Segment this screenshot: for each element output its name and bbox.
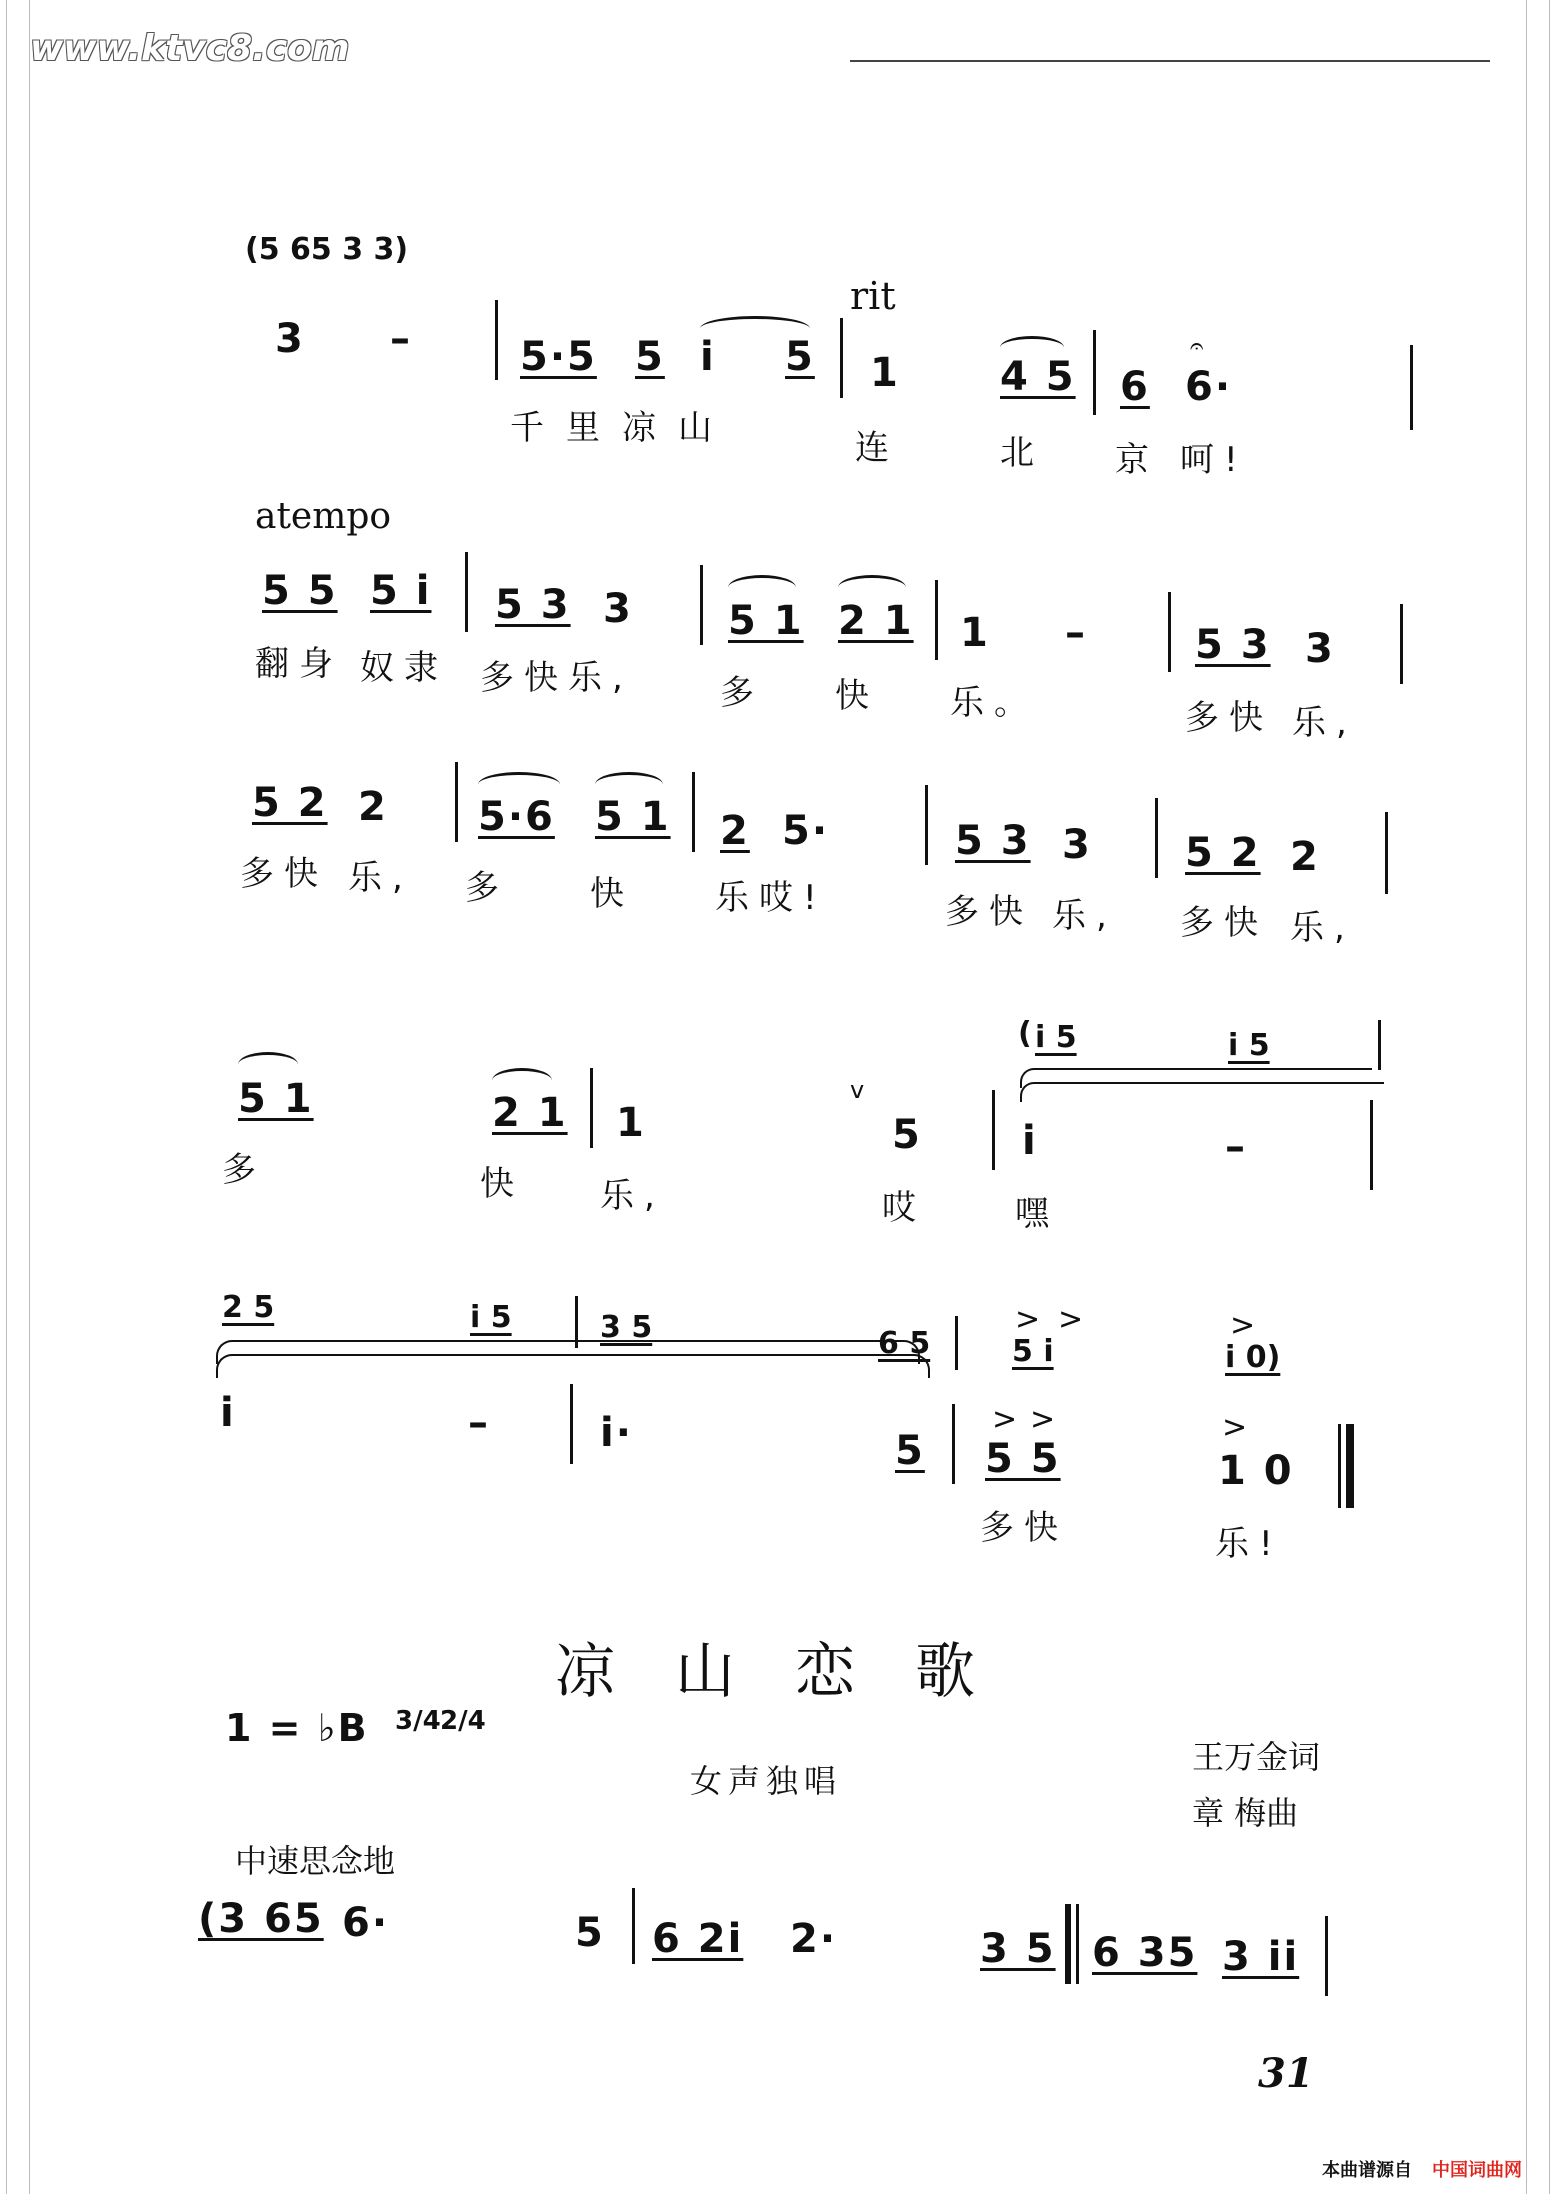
lyric: 多快 <box>945 892 1033 932</box>
repeat-barline-thick <box>1065 1904 1071 1984</box>
lyric: 多快乐, <box>480 658 633 698</box>
slur <box>700 316 810 341</box>
note: 2 <box>720 808 750 854</box>
upper-note: 2 5 <box>222 1290 275 1325</box>
slur <box>1000 336 1064 359</box>
lyric: 嘿 <box>1015 1194 1059 1234</box>
atempo-mark: atempo <box>255 496 392 537</box>
lyric: 多快 <box>1180 903 1268 943</box>
upper-note: 6 5 <box>878 1326 931 1361</box>
lyric: 奴隶 <box>360 648 448 688</box>
note: 6 2i <box>652 1916 744 1962</box>
time-signature-2: 2/4 <box>440 1706 486 1736</box>
barline <box>570 1384 573 1464</box>
note: 3 <box>1305 626 1335 672</box>
barline <box>925 785 928 865</box>
note: 2 <box>358 784 388 830</box>
lyric: 乐, <box>1052 896 1117 936</box>
accent-mark: > <box>1015 1302 1041 1337</box>
note: – <box>1065 610 1087 656</box>
note: 5 2 <box>1185 830 1261 876</box>
barline <box>495 300 498 380</box>
note: 5 i <box>370 568 432 614</box>
tie-line <box>1020 1082 1384 1102</box>
upper-note: i 5 <box>1228 1028 1270 1063</box>
lyric: 乐, <box>1290 908 1355 948</box>
barline <box>590 1068 593 1148</box>
note: 1 <box>870 350 900 396</box>
barline <box>1168 592 1171 672</box>
barline <box>955 1316 958 1370</box>
note: 2 1 <box>492 1090 568 1136</box>
note: i <box>1022 1118 1038 1164</box>
barline <box>840 318 843 398</box>
note: 6 35 <box>1092 1930 1198 1976</box>
note: 5 <box>785 334 815 380</box>
accent-mark: > <box>1230 1308 1256 1343</box>
paren: ( <box>1018 1016 1032 1051</box>
page-number: 31 <box>1258 2050 1314 2097</box>
breath-mark: v <box>850 1076 865 1104</box>
barline <box>1378 1020 1381 1070</box>
lyric: 翻身 <box>255 644 343 684</box>
note: 3 5 <box>980 1926 1056 1972</box>
barline <box>1410 345 1413 430</box>
lyric: 连 <box>855 428 899 468</box>
slur <box>595 772 663 797</box>
lyricist: 王万金词 <box>1192 1738 1321 1776</box>
slur <box>238 1052 298 1077</box>
lyric: 乐, <box>1292 703 1357 743</box>
footer-source-label: 本曲谱源自 <box>1322 2160 1412 2181</box>
note: 1 <box>960 610 990 656</box>
lyric: 多 <box>720 673 764 713</box>
cue-notes: (5 65 3 3) <box>245 232 409 267</box>
note: 5 3 <box>955 818 1031 864</box>
note: 5 5 <box>262 568 338 614</box>
lyric: 多 <box>465 868 509 908</box>
lyric: 快 <box>590 874 634 914</box>
accent-mark: > <box>1058 1302 1084 1337</box>
note: 5·5 <box>520 334 597 380</box>
barline <box>692 772 695 852</box>
note: 3 <box>603 586 633 632</box>
note: – <box>1225 1124 1247 1170</box>
lyric: 多快 <box>240 854 328 894</box>
upper-note: i 5 <box>1035 1020 1077 1055</box>
note: 6· <box>342 1900 390 1946</box>
barline <box>1093 330 1096 415</box>
lyric: 乐, <box>600 1176 665 1216</box>
upper-note: 5 i <box>1012 1334 1054 1369</box>
note: 2 <box>1290 834 1320 880</box>
lyric: 多快 <box>980 1508 1068 1548</box>
note: 3 <box>275 316 305 362</box>
time-signature-1: 3/4 <box>395 1706 441 1736</box>
footer-site-link[interactable]: 中国词曲网 <box>1432 2160 1522 2181</box>
watermark: www.ktvc8.com <box>30 28 350 69</box>
note: i <box>700 334 716 380</box>
key-signature: 1 = ♭B <box>225 1706 369 1750</box>
lyric: 千里凉山 <box>510 408 734 448</box>
barline <box>465 552 468 632</box>
note: – <box>390 316 412 362</box>
final-barline-thin <box>1338 1424 1341 1508</box>
note: 5 <box>895 1428 925 1474</box>
barline <box>1325 1916 1328 1996</box>
barline <box>1370 1100 1373 1190</box>
barline <box>1400 604 1403 684</box>
accent-mark: > <box>1030 1402 1056 1437</box>
final-barline-thick <box>1346 1424 1354 1508</box>
barline <box>455 762 458 842</box>
tie-line <box>216 1354 930 1378</box>
accent-mark: > <box>992 1402 1018 1437</box>
lyric: 呵! <box>1180 440 1248 480</box>
lyric: 快 <box>480 1164 524 1204</box>
lyric: 乐。 <box>950 683 1038 723</box>
note: 5 1 <box>728 598 804 644</box>
note: 5 2 <box>252 780 328 826</box>
lyric: 哎 <box>882 1188 926 1228</box>
barline <box>992 1090 995 1170</box>
note: 1 <box>616 1100 646 1146</box>
lyric: 北 <box>1000 433 1044 473</box>
note: 5 1 <box>595 794 671 840</box>
barline <box>632 1888 635 1964</box>
note: 1 0 <box>1218 1448 1294 1494</box>
composer: 章 梅曲 <box>1192 1794 1299 1832</box>
lyric: 京 <box>1115 440 1159 480</box>
song-title: 凉山恋歌 <box>555 1637 1035 1707</box>
rit-mark: rit <box>850 274 896 318</box>
note: 2· <box>790 1916 838 1962</box>
lyric: 多 <box>222 1150 266 1190</box>
note: 5 1 <box>238 1076 314 1122</box>
note: (3 65 <box>198 1896 324 1942</box>
upper-note: 3 5 <box>600 1310 653 1345</box>
lyric: 乐, <box>348 858 413 898</box>
note: i <box>220 1390 236 1436</box>
lyric: 乐哎! <box>715 878 827 918</box>
note: 5 5 <box>985 1436 1061 1482</box>
slur <box>838 575 906 600</box>
performance-type: 女声独唱 <box>690 1762 843 1800</box>
note: 3 ii <box>1222 1934 1300 1980</box>
note: 4 5 <box>1000 354 1076 400</box>
left-binding-stripe <box>6 0 30 2194</box>
lyric: 乐! <box>1215 1524 1283 1564</box>
note: 3 <box>1062 822 1092 868</box>
note: 5·6 <box>478 794 555 840</box>
right-binding-stripe <box>1526 0 1550 2194</box>
fermata: 𝄐 <box>1190 332 1204 360</box>
note: 5· <box>782 808 830 854</box>
barline <box>1155 798 1158 878</box>
note: 5 <box>892 1112 922 1158</box>
note: 6· <box>1185 364 1233 410</box>
slur <box>478 772 560 797</box>
upper-note: i 0) <box>1225 1340 1281 1375</box>
lyric: 快 <box>835 676 879 716</box>
note: 5 3 <box>1195 622 1271 668</box>
note: 6 <box>1120 364 1150 410</box>
repeat-barline-thin <box>1076 1904 1079 1984</box>
tempo-marking: 中速思念地 <box>235 1842 396 1880</box>
slur <box>492 1068 552 1093</box>
barline <box>1385 812 1388 894</box>
note: i· <box>600 1410 633 1456</box>
barline <box>935 580 938 660</box>
accent-mark: > <box>1222 1410 1248 1445</box>
note: – <box>468 1400 490 1446</box>
upper-note: i 5 <box>470 1300 512 1335</box>
barline <box>952 1404 955 1484</box>
note: 5 <box>575 1910 605 1956</box>
slur <box>728 575 796 600</box>
barline <box>700 565 703 645</box>
top-rule <box>850 60 1490 62</box>
lyric: 多快 <box>1185 698 1273 738</box>
note: 5 3 <box>495 582 571 628</box>
note: 5 <box>635 334 665 380</box>
note: 2 1 <box>838 598 914 644</box>
